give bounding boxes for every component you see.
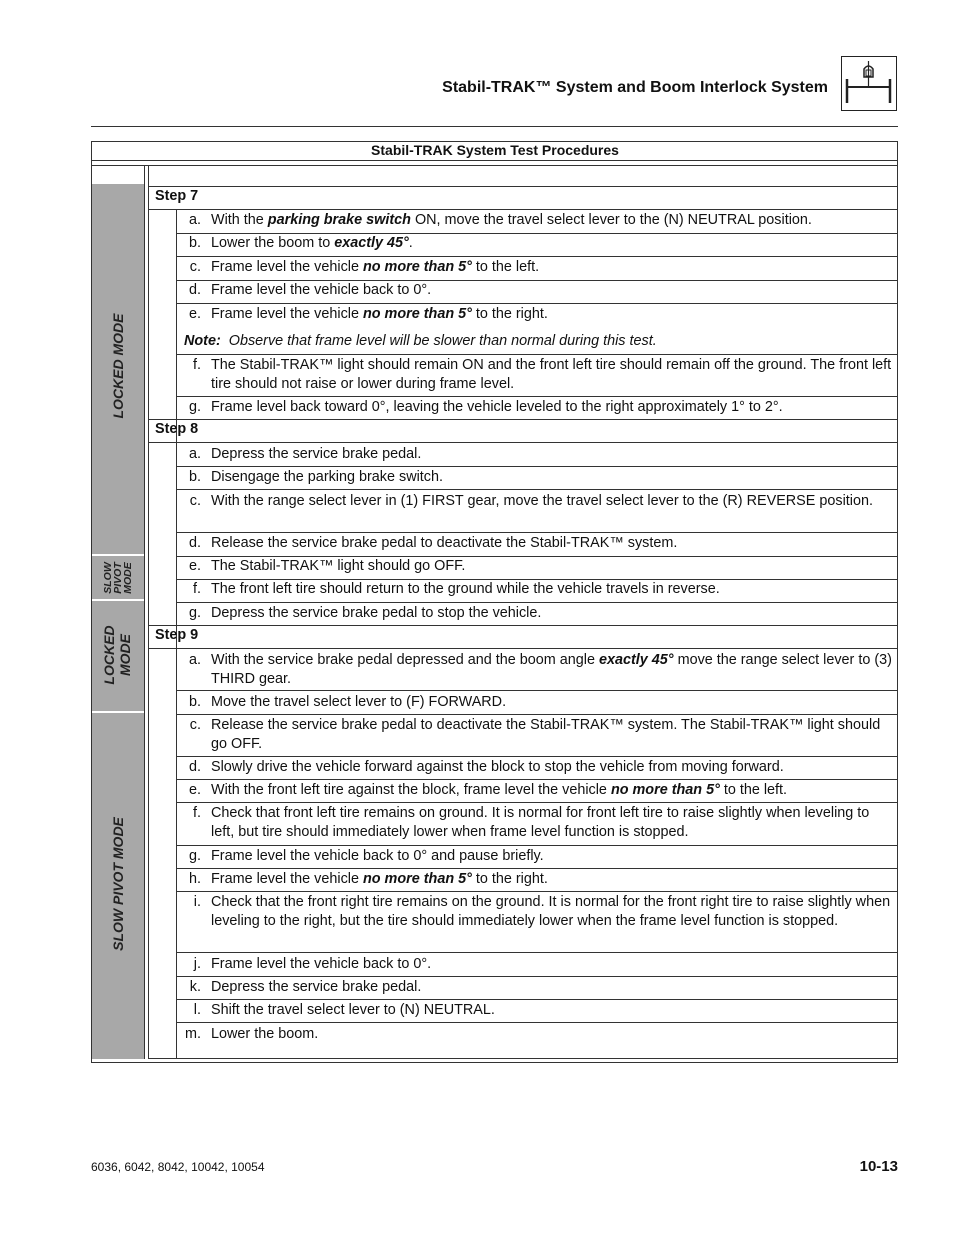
substep-letter: e. (188, 306, 201, 322)
table-title: Stabil-TRAK System Test Procedures (371, 142, 619, 158)
substep-text: Frame level the vehicle back to 0° and pause briefly. (211, 848, 544, 864)
table-hline (176, 845, 898, 846)
substep-text: The Stabil-TRAK™ light should remain ON and the front left tire should remain off the ground. The front left tire should not raise or lower during frame level. (211, 357, 892, 392)
sidebar-locked-word: LOCKED (101, 625, 117, 685)
substep-text: With the front left tire against the block, frame level the vehicle (211, 782, 611, 798)
substep-text: to the right. (471, 871, 548, 887)
step-7-note (184, 333, 657, 349)
table-hline (148, 648, 898, 649)
step-7-heading: Step 7 (155, 188, 199, 204)
sidebar-label-slow-pivot-small (103, 548, 133, 608)
emphasis-text: exactly 45° (334, 235, 409, 251)
substep-text: Depress the service brake pedal. (211, 446, 422, 462)
substep-letter: b. (188, 694, 201, 710)
header-divider (91, 126, 898, 127)
sidebar-label-locked-mode: LOCKED MODE (110, 313, 126, 419)
sidebar-slow-word: SLOW (102, 562, 114, 594)
substep-text: With the service brake pedal depressed and the boom angle (211, 652, 599, 668)
substep-text: Release the service brake pedal to deactivate the Stabil-TRAK™ system. The Stabil-TRAK™ light should go OFF. (211, 717, 881, 752)
substep-letter: g. (188, 399, 201, 415)
emphasis-text: parking brake switch (267, 212, 411, 228)
sidebar-mode-word: MODE (122, 562, 134, 594)
table-hline (176, 303, 898, 304)
emphasis-text: no more than 5° (362, 306, 472, 322)
substep-letter: f. (193, 805, 201, 821)
table-hline (91, 165, 898, 166)
substep-letter: d. (188, 282, 201, 298)
substep-text: Frame level the vehicle back to 0°. (211, 282, 432, 298)
note-text: Observe that frame level will be slower than normal during this test. (228, 333, 657, 349)
substep-text: Depress the service brake pedal. (211, 979, 422, 995)
substep-text: Frame level the vehicle (211, 259, 363, 275)
substep-letter: f. (193, 357, 201, 373)
substep-letter: g. (188, 848, 201, 864)
substep-text: Release the service brake pedal to deactivate the Stabil-TRAK™ system. (211, 535, 678, 551)
table-hline (176, 756, 898, 757)
emphasis-text: exactly 45° (599, 652, 674, 668)
table-hline (148, 625, 898, 626)
table-hline (176, 1022, 898, 1023)
table-hline (148, 186, 898, 187)
table-vline-sidebar (144, 166, 145, 1059)
substep-letter: c. (189, 493, 201, 509)
substep-text: With the (211, 212, 268, 228)
step-8-heading: Step 8 (155, 421, 199, 437)
step-9-heading: Step 9 (155, 627, 199, 643)
substep-text: Check that front left tire remains on ground. It is normal for front left tire to raise slightly when leveling to left, but tire should immediately lower when frame level function is stopped. (211, 805, 870, 840)
substep-letter: c. (189, 259, 201, 275)
substep-text: Frame level back toward 0°, leaving the vehicle leveled to the right approximately 1° to 2°. (211, 399, 783, 415)
substep-text: move the range select lever to (3) THIRD gear. (211, 652, 892, 687)
substep-text: Frame level the vehicle (211, 306, 363, 322)
table-hline (176, 690, 898, 691)
sidebar-pivot-word: PIVOT (112, 562, 124, 594)
substep-text: . (408, 235, 413, 251)
substep-letter: b. (188, 235, 201, 251)
boom-interlock-logo (841, 56, 897, 111)
footer-model-numbers: 6036, 6042, 8042, 10042, 10054 (91, 1160, 265, 1174)
sidebar-mode-word-2: MODE (117, 634, 133, 676)
substep-letter: d. (188, 759, 201, 775)
substep-letter: c. (189, 717, 201, 733)
table-hline (176, 779, 898, 780)
table-vline-step (148, 166, 149, 1059)
substep-text: Slowly drive the vehicle forward against the block to stop the vehicle from moving forward. (211, 759, 784, 775)
boom-interlock-icon (842, 57, 895, 109)
substep-letter: b. (188, 469, 201, 485)
substep-text: Depress the service brake pedal to stop the vehicle. (211, 605, 542, 621)
substep-letter: j. (193, 956, 201, 972)
substep-letter: i. (193, 894, 201, 910)
table-hline (91, 160, 898, 161)
substep-letter: d. (188, 535, 201, 551)
substep-text: Check that the front right tire remains on the ground. It is normal for the front right tire to raise slightly when leveling to the right, but the tire should immediately lower when the frame level function is stopped. (211, 894, 891, 929)
substep-text: Lower the boom to (211, 235, 335, 251)
substep-text: ON, move the travel select lever to the (N) NEUTRAL position. (410, 212, 812, 228)
table-hline (176, 489, 898, 490)
substep-letter: a. (188, 446, 201, 462)
substep-text: Disengage the parking brake switch. (211, 469, 443, 485)
table-hline (176, 466, 898, 467)
substep-text: The Stabil-TRAK™ light should go OFF. (211, 558, 466, 574)
table-hline (148, 419, 898, 420)
table-hline (176, 891, 898, 892)
table-hline (176, 714, 898, 715)
substep-letter: f. (193, 581, 201, 597)
substep-letter: a. (188, 212, 201, 228)
table-hline (176, 999, 898, 1000)
page-header-title: Stabil-TRAK™ System and Boom Interlock System (442, 79, 828, 96)
page-number: 10-13 (859, 1158, 898, 1175)
substep-text: to the left. (471, 259, 540, 275)
substep-letter: k. (189, 979, 201, 995)
substep-text: Move the travel select lever to (F) FORWARD. (211, 694, 507, 710)
emphasis-text: no more than 5° (610, 782, 720, 798)
table-hline (148, 1058, 898, 1059)
table-hline (176, 602, 898, 603)
table-hline (148, 209, 898, 210)
table-hline (176, 256, 898, 257)
substep-letter: m. (185, 1026, 201, 1042)
table-hline (176, 532, 898, 533)
substep-text: to the right. (471, 306, 548, 322)
substep-text: The front left tire should return to the ground while the vehicle travels in reverse. (211, 581, 720, 597)
substep-letter: e. (188, 558, 201, 574)
substep-letter: g. (188, 605, 201, 621)
table-hline (176, 952, 898, 953)
substep-text: Shift the travel select lever to (N) NEUTRAL. (211, 1002, 495, 1018)
substep-text: to the left. (719, 782, 788, 798)
substep-text: With the range select lever in (1) FIRST gear, move the travel select lever to the (R) REVERSE position. (211, 493, 873, 509)
table-hline (176, 802, 898, 803)
emphasis-text: no more than 5° (362, 871, 472, 887)
table-hline (176, 976, 898, 977)
substep-letter: h. (188, 871, 201, 887)
table-hline (176, 354, 898, 355)
substep-letter: e. (188, 782, 201, 798)
table-hline (148, 442, 898, 443)
substep-text: Frame level the vehicle back to 0°. (211, 956, 432, 972)
substep-text: Frame level the vehicle (211, 871, 363, 887)
sidebar-label-slow-pivot-mode: SLOW PIVOT MODE (110, 817, 126, 951)
emphasis-text: no more than 5° (362, 259, 472, 275)
table-hline (176, 868, 898, 869)
sidebar-label-locked-mode-short (101, 615, 135, 695)
table-hline (176, 396, 898, 397)
substep-letter: l. (193, 1002, 201, 1018)
note-label: Note: (184, 333, 221, 349)
substep-text: Lower the boom. (211, 1026, 319, 1042)
substep-letter: a. (188, 652, 201, 668)
